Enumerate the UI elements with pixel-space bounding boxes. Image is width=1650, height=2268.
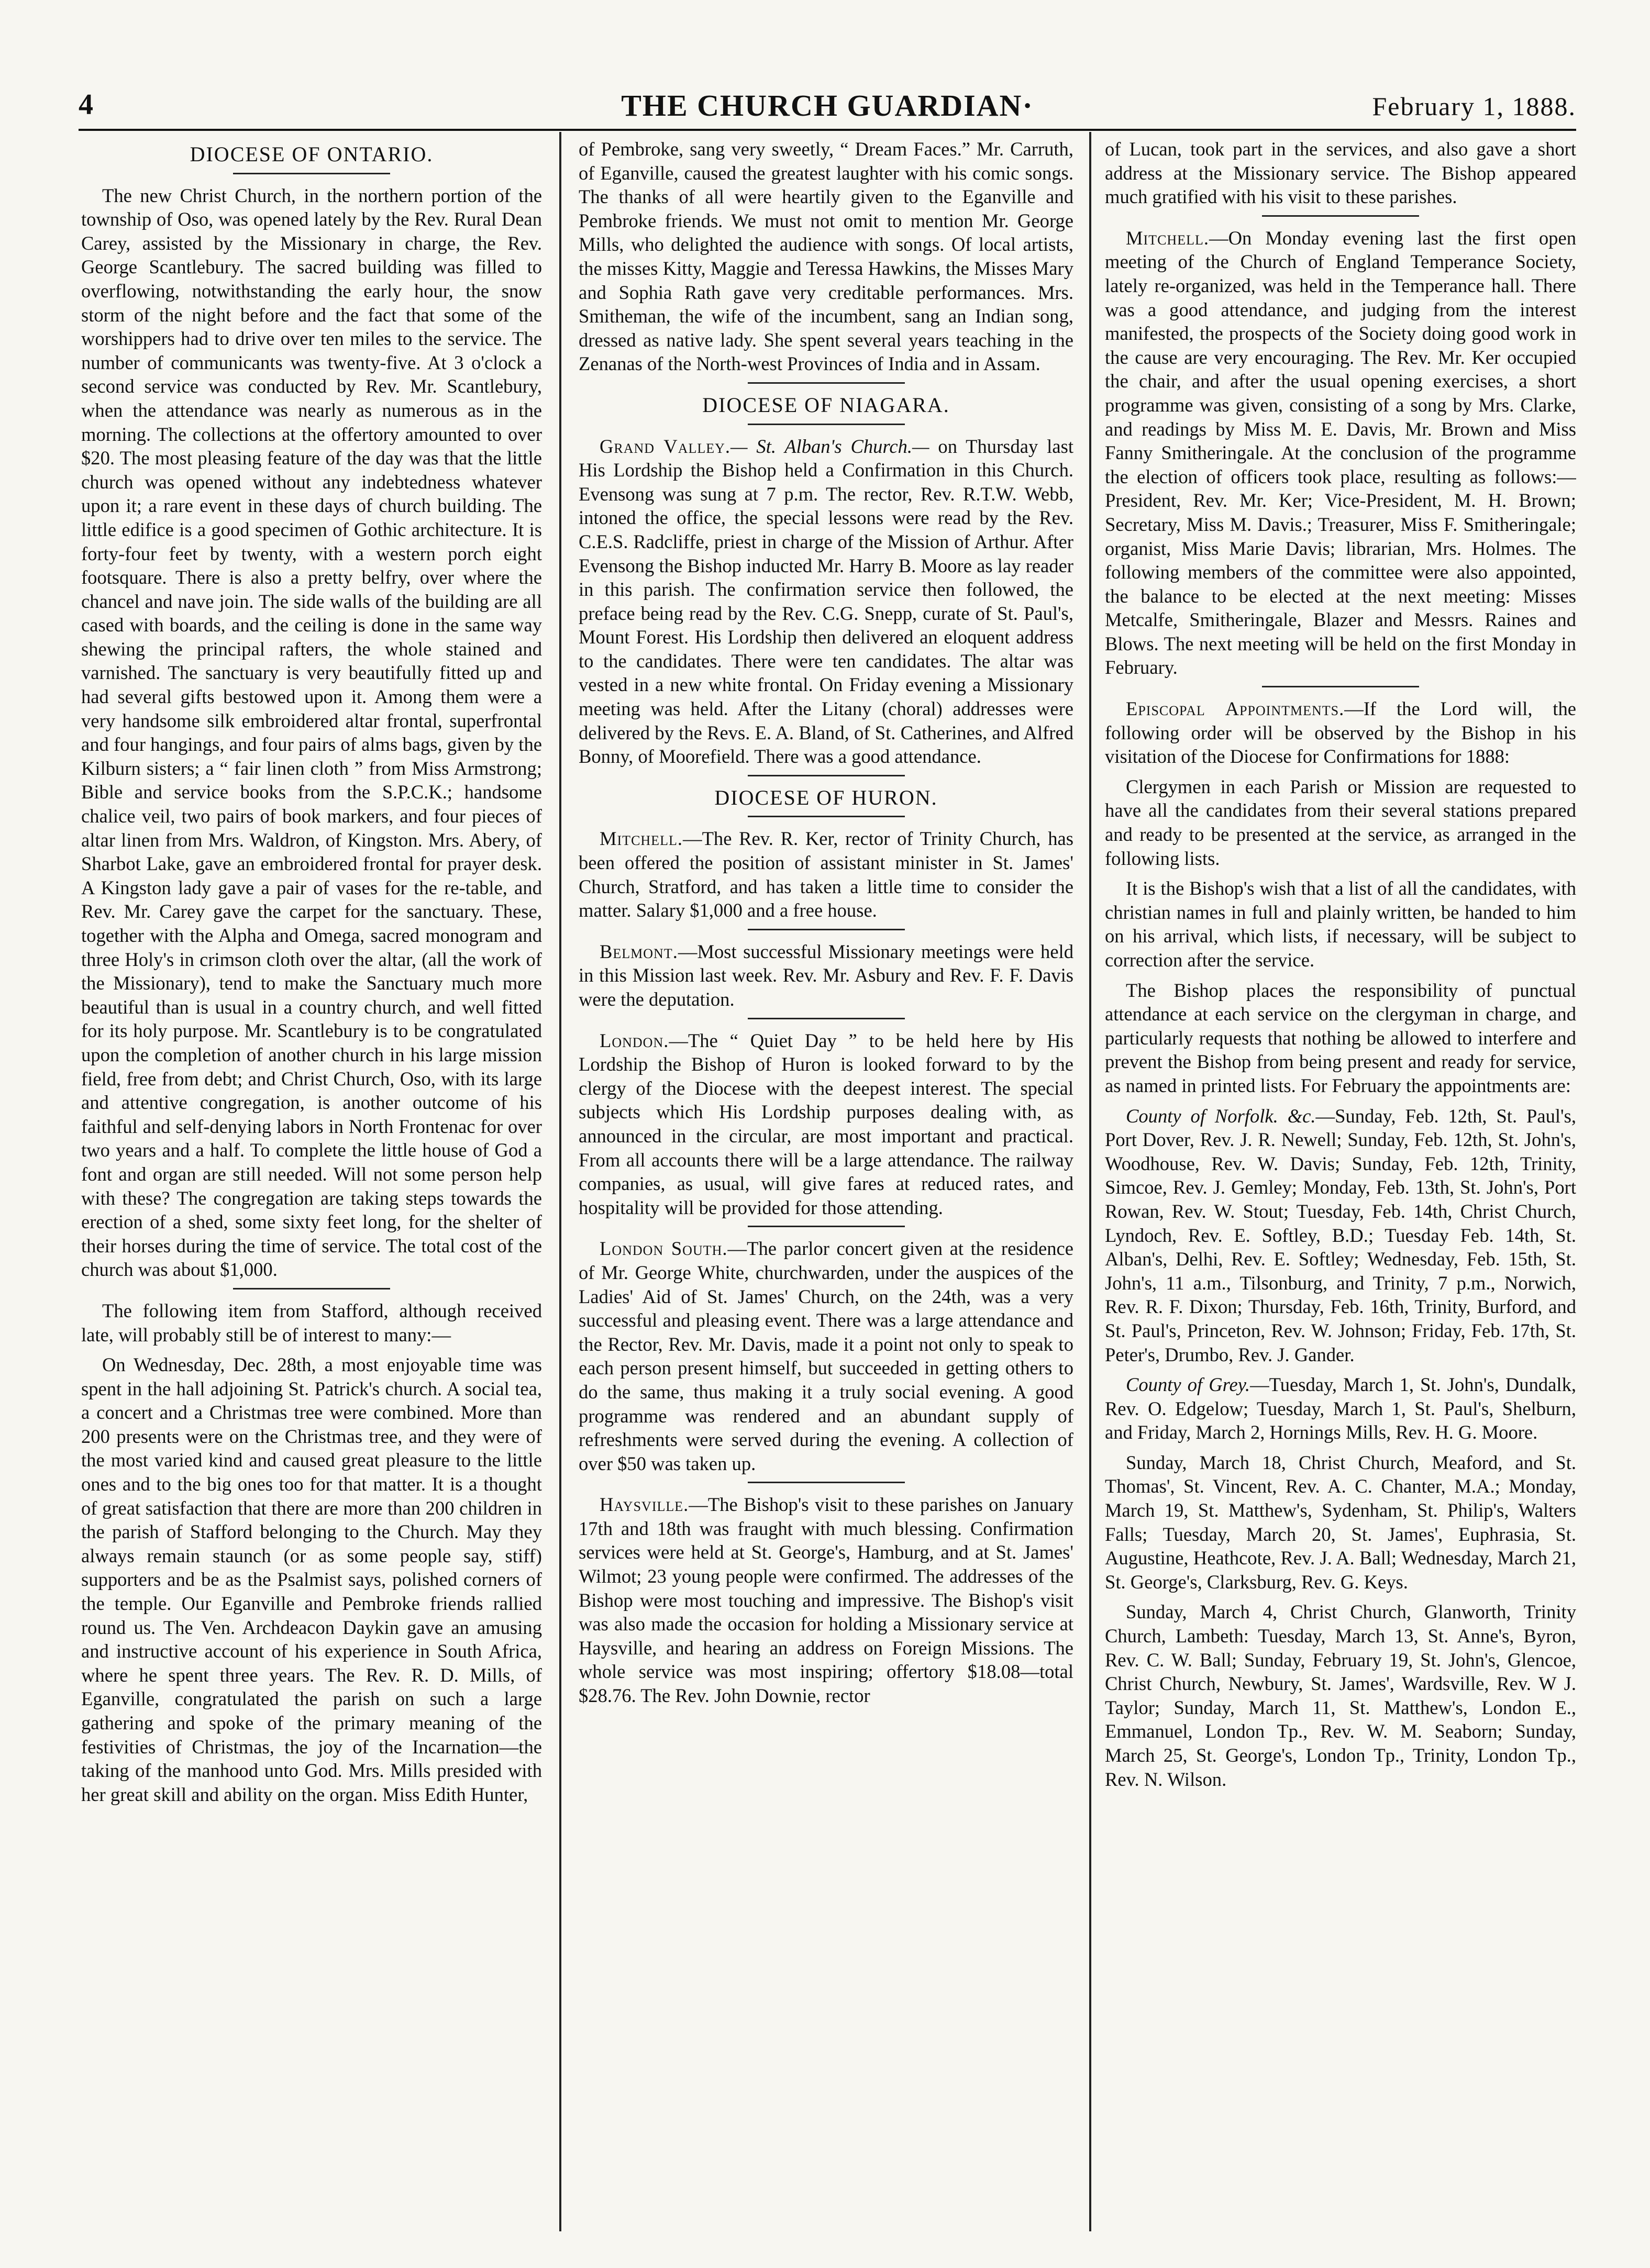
article-mitchell — [579, 827, 1073, 922]
newspaper-title: THE CHURCH GUARDIAN· — [621, 88, 1034, 123]
county-norfolk: County of Norfolk. &c. — [1126, 1105, 1316, 1127]
issue-date: February 1, 1888. — [1372, 92, 1576, 121]
section-rule — [748, 1226, 905, 1227]
dateline-episcopal: Episcopal Appointments. — [1126, 698, 1345, 720]
article-london — [579, 1029, 1073, 1220]
clergy-paragraph: Clergymen in each Parish or Mission are requested to have all the candidates from their several stations prepared and ready to be presented at the service, as arranged in the following lists. — [1105, 775, 1576, 869]
dateline-mitchell: Mitchell. — [1126, 227, 1209, 249]
article-stafford-continued: of Pembroke, sang very sweetly, “ Dream Faces.” Mr. Carruth, of Eganville, caused the greatest laughter with his comic songs. The thanks of all were heartily given to the Eganville and Pembroke friends. We must not omit to mention Mr. George Mills, who delighted the audience with songs. Of local artists, the misses Kitty, Maggie and Teressa Hawkins, the Misses Mary and Sophia Rath gave very creditable performances. Mrs. Smitheman, the wife of the incumbent, sang an Indian song, dressed as native lady. She spent several years teaching in the Zenanas of the North-west Provinces of India and in Assam. — [579, 138, 1073, 375]
article-london-south — [579, 1237, 1073, 1475]
section-rule — [748, 775, 905, 776]
article-grand-valley — [579, 435, 1073, 769]
column-2 — [579, 137, 1073, 2237]
heading-rule — [233, 173, 390, 174]
section-rule — [748, 929, 905, 930]
section-rule — [748, 1018, 905, 1019]
stafford-intro: The following item from Stafford, although received late, will probably still be of interest to many:— — [81, 1299, 542, 1346]
article-stafford: On Wednesday, Dec. 28th, a most enjoyable time was spent in the hall adjoining St. Patrick's church. A social tea, a concert and a Christmas tree were combined. More than 200 presents were on the Christmas tree, and they were of the most varied kind and caused great pleasure to the little ones and to the big ones too for that matter. It is a thought of great satisfaction that there are more than 200 children in the parish of Stafford belonging to the Church. May they always remain staunch (or as some people say, stiff) supporters and be as the Psalmist says, polished corners of the temple. Our Eganville and Pembroke friends rallied round us. The Ven. Archdeacon Daykin gave an amusing and instructive account of his experience in South Africa, where he spent three years. The Rev. R. D. Mills, of Eganville, congratulated the parish on such a large gathering and spoke of the primary meaning of the festivities of Christmas, the joy of the Incarnation—the taking of the manhood unto God. Mrs. Mills presided with her great skill and ability on the organ. Miss Edith Hunter, — [81, 1354, 542, 1805]
article-episcopal-appointments — [1105, 697, 1576, 769]
dateline-london-south: London South. — [600, 1238, 728, 1260]
article-text: —On Monday evening last the first open meeting of the Church of England Temperance Society, lately re-organized, was held in the Temperance hall. There was a good attendance, and judging from the interest manifested, the prospects of the Society doing good work in the cause are very encouraging. The Rev. Mr. Ker occupied the chair, and after the usual opening exercises, a short programme was given, consisting of a song by Mrs. Clarke, and readings by Miss M. E. Davis, Mr. Brown and Miss Fanny Smitheringale. At the conclusion of the programme the election of officers took place, resulting as follows:—President, Rev. Mr. Ker; Vice-President, M. H. Brown; Secretary, Miss M. Davis.; Treasurer, Miss F. Smitheringale; organist, Miss Marie Davis; librarian, Mrs. Holmes. The following members of the committee were also appointed, the balance to be elected at the next meeting: Misses Metcalfe, Smitheringale, Blazer and Messrs. Raines and Blows. The next meeting will be held on the first Monday in February. — [1105, 227, 1576, 679]
dateline-belmont: Belmont. — [600, 940, 678, 962]
heading-diocese-ontario: DIOCESE OF ONTARIO. — [190, 142, 434, 166]
column-3 — [1105, 137, 1576, 2237]
article-haysville-continued: of Lucan, took part in the services, and also gave a short address at the Missionary service. The Bishop appeared much gratified with his visit to these parishes. — [1105, 138, 1576, 208]
article-text: on Thursday last His Lordship the Bishop held a Confirmation in this Church. Evensong was sung at 7 p.m. The rector, Rev. R.T.W. Webb, intoned the office, the special lessons were read by the Rev. C.E.S. Radcliffe, priest in charge of the Mission of Arthur. After Evensong the Bishop inducted Mr. Harry B. Moore as lay reader in this parish. The confirmation service then followed, the preface being read by the Rev. C.G. Snepp, curate of St. Paul's, Mount Forest. His Lordship then delivered an eloquent address to the candidates. There were ten candidates. The altar was vested in a new white frontal. On Friday evening a Missionary meeting was held. After the Litany (choral) addresses were delivered by the Revs. E. A. Bland, of St. Catherines, and Alfred Bonny, of Moorefield. There was a good attendance. — [579, 435, 1073, 768]
norfolk-appointments — [1105, 1104, 1576, 1367]
heading-rule — [748, 424, 905, 425]
article-text: —If the Lord will, the following order will be observed by the Bishop in his visitation of the Diocese for Confirmations for 1888: — [1105, 698, 1576, 768]
column-1 — [81, 137, 542, 2237]
heading-diocese-huron: DIOCESE OF HURON. — [714, 785, 938, 809]
section-rule — [748, 1482, 905, 1483]
article-mitchell-temperance — [1105, 226, 1576, 680]
section-rule — [1262, 686, 1419, 687]
grey-appointments — [1105, 1373, 1576, 1444]
article-belmont — [579, 940, 1073, 1011]
responsibility-paragraph: The Bishop places the responsibility of punctual attendance at each service on the clergyman in charge, and particularly requests that nothing be allowed to interfere and prevent the Bishop from being present and ready for service, as named in printed lists. For February the appointments are: — [1105, 979, 1576, 1096]
article-haysville — [579, 1493, 1073, 1707]
dateline-london: London. — [600, 1029, 669, 1051]
dateline-haysville: Haysville. — [600, 1494, 689, 1516]
march4-appointments: Sunday, March 4, Christ Church, Glanworth, Trinity Church, Lambeth: Tuesday, March 13, St. Anne's, Byron, Rev. C. W. Ball; Sunday, February 19, St. John's, Glencoe, Christ Church, Newbury, St. James', Wardsville, Rev. W J. Taylor; Sunday, March 11, St. Matthew's, London E., Emmanuel, London Tp., Rev. W. M. Seaborn; Sunday, March 25, St. George's, London Tp., Trinity, London Tp., Rev. N. Wilson. — [1105, 1601, 1576, 1790]
dateline-grand-valley: Grand Valley. — [600, 435, 731, 457]
article-text: —Most successful Missionary meetings were held in this Mission last week. Rev. Mr. Asbury and Rev. F. F. Davis were the deputation. — [579, 940, 1073, 1010]
section-rule — [748, 382, 905, 384]
section-rule — [233, 1288, 390, 1289]
article-text: —The Rev. R. Ker, rector of Trinity Church, has been offered the position of assistant minister in St. James' Church, Stratford, and has taken a little time to consider the matter. Salary $1,000 and a free house. — [579, 828, 1073, 921]
march18-appointments: Sunday, March 18, Christ Church, Meaford, and St. Thomas', St. Vincent, Rev. A. C. Chanter, M.A.; Monday, March 19, St. Matthew's, Sydenham, St. Philip's, Walters Falls; Tuesday, March 20, St. James', Euphrasia, St. Augustine, Heathcote, Rev. J. A. Ball; Wednesday, March 21, St. George's, Clarksburg, Rev. G. Keys. — [1105, 1451, 1576, 1593]
dateline-mitchell: Mitchell. — [600, 828, 683, 850]
county-grey: County of Grey. — [1126, 1374, 1250, 1396]
article-text: —The “ Quiet Day ” to be held here by His Lordship the Bishop of Huron is looked forward to by the clergy of the Diocese with the deepest interest. The special subjects which His Lordship purposes dealing with, as announced in the circular, are most important and practical. From all accounts there will be a large attendance. The railway companies, as usual, will give fares at reduced rates, and hospitality will be provided for those attending. — [579, 1029, 1073, 1218]
page-header — [79, 84, 1576, 131]
page-number: 4 — [79, 88, 93, 121]
article-text: —The parlor concert given at the residence of Mr. George White, churchwarden, under the auspices of the Ladies' Aid of St. James' Church, on the 24th, was a very successful and pleasing event. There was a large attendance and the Rector, Rev. Mr. Davis, made it a point not only to speak to each person present himself, but succeeded in getting others to do the same, thus making it a truly social evening. A good programme was rendered and an abundant supply of refreshments were served during the evening. A collection of over $50 was taken up. — [579, 1238, 1073, 1474]
wish-paragraph: It is the Bishop's wish that a list of all the candidates, with christian names in full and plainly written, be handed to him on his arrival, which lists, if necessary, will be subject to correction after the service. — [1105, 877, 1576, 971]
heading-rule — [748, 816, 905, 817]
article-text: —The Bishop's visit to these parishes on January 17th and 18th was fraught with much blessing. Confirmation services were held at St. George's, Hamburg, and at St. James' Wilmot; 23 young people were confirmed. The addresses of the Bishop were most touching and impressive. The Bishop's visit was also made the occasion for holding a Missionary service at Haysville, and hearing an address on Foreign Missions. The whole service was most inspiring; offertory $18.08—total $28.76. The Rev. John Downie, rector — [579, 1494, 1073, 1707]
column-rule-left — [559, 132, 561, 2231]
heading-diocese-niagara: DIOCESE OF NIAGARA. — [702, 393, 950, 417]
article-text: —Sunday, Feb. 12th, St. Paul's, Port Dover, Rev. J. R. Newell; Sunday, Feb. 12th, St. John's, Woodhouse, Rev. W. Davis; Sunday, Feb. 12th, Trinity, Simcoe, Rev. J. Gemley; Monday, Feb. 13th, St. John's, Port Rowan, Rev. W. Stout; Tuesday, Feb. 14th, Christ Church, Lyndoch, Rev. E. Softley, B.D.; Tuesday Feb. 14th, St. Alban's, Delhi, Rev. E. Softley; Wednesday, Feb. 15th, St. John's, 11 a.m., Tilsonburg, and Trinity, 7 p.m., Norwich, Rev. R. F. Dixon; Thursday, Feb. 16th, Trinity, Burford, and St. Paul's, Princeton, Rev. W. Johnson; Friday, Feb. 17th, St. Peter's, Drumbo, Rev. J. Gander. — [1105, 1105, 1576, 1365]
column-rule-right — [1089, 132, 1091, 2231]
section-rule — [1262, 215, 1419, 217]
article-oso: The new Christ Church, in the northern portion of the township of Oso, was opened lately by the Rev. Rural Dean Carey, assisted by the Missionary in charge, the Rev. George Scantlebury. The sacred building was filled to overflowing, notwithstanding the early hour, the snow storm of the night before and the fact that some of the worshippers had to drive over ten miles to the service. The number of communicants was twenty-five. At 3 o'clock a second service was conducted by Rev. Mr. Scantlebury, when the attendance was nearly as numerous as in the morning. The collections at the offertory amounted to over $20. The most pleasing feature of the day was that the little church was opened without any indebtedness whatever upon it; a rare event in these days of church building. The little edifice is a good specimen of Gothic architecture. It is forty-four feet by twenty, with a western porch eight footsquare. There is also a pretty belfry, over where the chancel and nave join. The side walls of the building are all cased with boards, and the ceiling is done in the same way shewing the principal rafters, the whole stained and varnished. The sanctuary is very beautifully fitted up and had several gifts bestowed upon it. Among them were a very handsome silk embroidered altar frontal, superfrontal and four hangings, and four pairs of alms bags, given by the Kilburn sisters; a “ fair linen cloth ” from Miss Armstrong; Bible and service books from the S.P.C.K.; handsome chalice veil, two pairs of book markers, and four pieces of altar linen from Mrs. Waldron, of Kingston. Mrs. Abery, of Sharbot Lake, gave an embroidered frontal for prayer desk. A Kingston lady gave a pair of vases for the re-table, and Rev. Mr. Carey gave the carpet for the sanctuary. These, together with the Alpha and Omega, sacred monogram and three Holy's in crimson cloth over the altar, (all the work of the Missionary), tend to make the Sanctuary much more beautiful than is usual in a country church, and well fitted for its holy purpose. Mr. Scantlebury is to be congratulated upon the completion of another church in his large mission field, free from debt; and Christ Church, Oso, with its large and attentive congregation, is another outcome of his faithful and self-denying labors in North Frontenac for over two years and a half. To complete the little house of God a font and organ are still needed. Will not some person help with these? The congregation are taking steps towards the erection of a shed, some sixty feet long, for the shelter of their horses during the time of service. The total cost of the church was about $1,000. — [81, 184, 542, 1281]
article-text: —Tuesday, March 1, St. John's, Dundalk, Rev. O. Edgelow; Tuesday, March 1, St. Paul's, Shelburn, and Friday, March 2, Hornings Mills, Rev. H. G. Moore. — [1105, 1374, 1576, 1443]
church-name: — St. Alban's Church.— — [730, 435, 929, 457]
